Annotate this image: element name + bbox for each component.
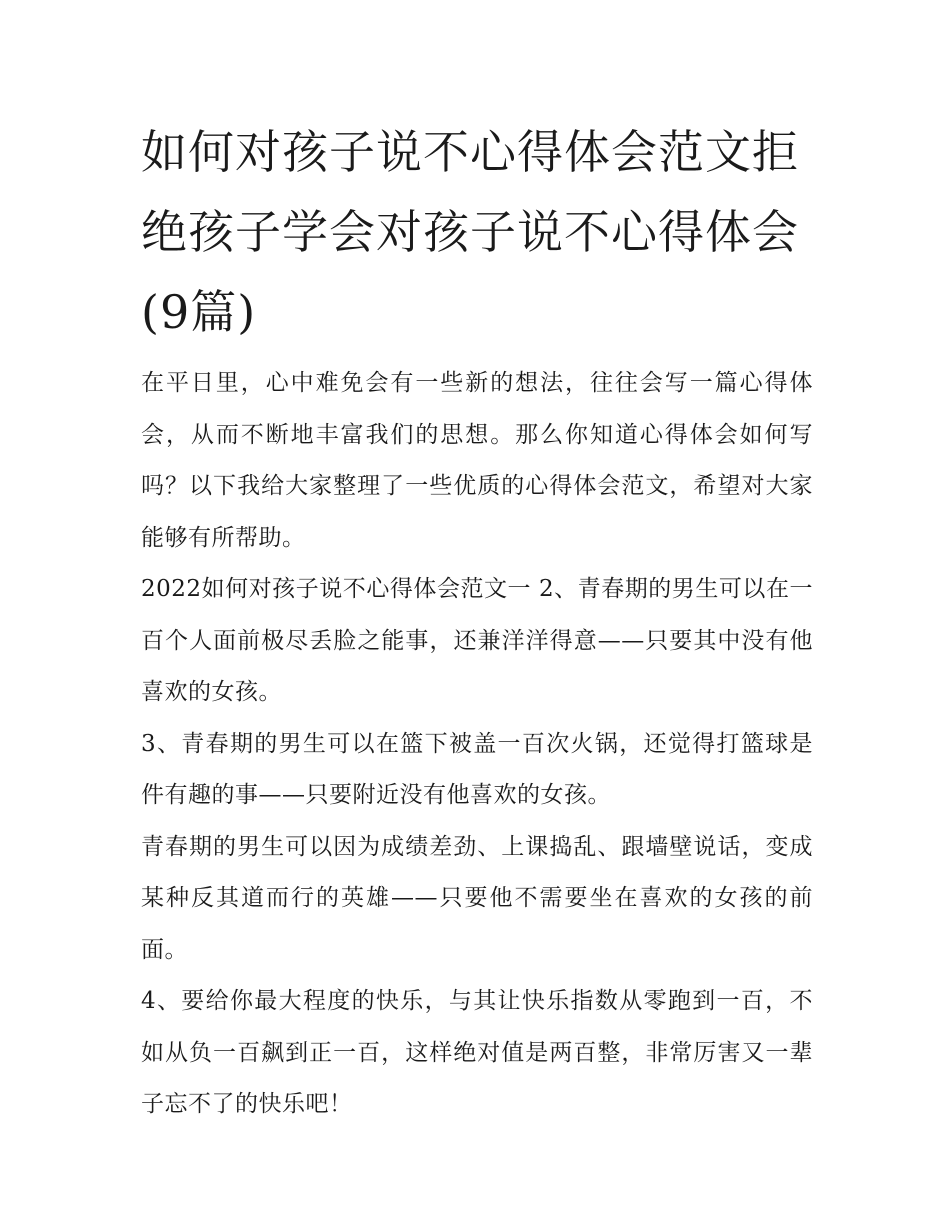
body-paragraph: 4、要给你最大程度的快乐，与其让快乐指数从零跑到一百，不如从负一百飙到正一百，这样绝对值是两百整，非常厉害又一辈子忘不了的快乐吧！ bbox=[141, 988, 813, 1117]
body-paragraph: 3、青春期的男生可以在篮下被盖一百次火锅，还觉得打篮球是件有趣的事——只要附近没有他喜欢的女孩。 bbox=[141, 730, 813, 808]
intro-paragraph: 在平日里，心中难免会有一些新的想法，往往会写一篇心得体会，从而不断地丰富我们的思想。那么你知道心得体会如何写吗？以下我给大家整理了一些优质的心得体会范文，希望对大家能够有所帮助。 bbox=[141, 370, 813, 551]
document-page bbox=[141, 112, 813, 1131]
body-paragraph: 2022如何对孩子说不心得体会范文一 2、青春期的男生可以在一百个人面前极尽丢脸之能事，还兼洋洋得意——只要其中没有他喜欢的女孩。 bbox=[141, 576, 813, 705]
document-title: 如何对孩子说不心得体会范文拒绝孩子学会对孩子说不心得体会(9篇) bbox=[141, 125, 799, 339]
body-paragraph: 青春期的男生可以因为成绩差劲、上课捣乱、跟墙壁说话，变成某种反其道而行的英雄——只要他不需要坐在喜欢的女孩的前面。 bbox=[141, 833, 813, 963]
